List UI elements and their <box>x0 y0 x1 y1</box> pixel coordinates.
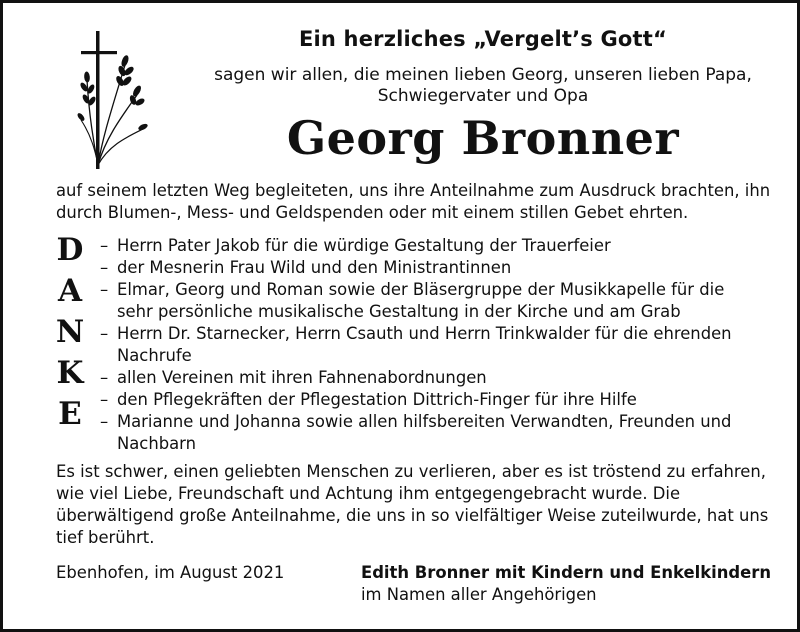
thanks-item-text: Herrn Dr. Starnecker, Herrn Csauth und Herrn Trinkwalder für die ehrenden Nachrufe <box>117 324 732 365</box>
danke-letter-e: E <box>58 396 82 432</box>
thanks-item-text: Herrn Pater Jakob für die würdige Gestaltung der Trauerfeier <box>117 236 611 255</box>
intro-paragraph: auf seinem letzten Weg begleiteten, uns ihre Anteilnahme zum Ausdruck brachten, ihn durch Blumen-, Mess- und Geldspenden oder mit einem stillen Gebet ehrten. <box>56 181 771 222</box>
closing-paragraph: Es ist schwer, einen geliebten Menschen zu verlieren, aber es ist tröstend zu erfahren, wie viel Liebe, Freundschaft und Achtung ihm entgegengebracht wurde. Die überwältigend große Anteilnahme, die uns in so vielfältiger Weise zuteilwurde, hat uns tief berührt. <box>56 462 769 547</box>
danke-letter-n: N <box>55 314 85 350</box>
thanks-item-text: allen Vereinen mit ihren Fahnenabordnungen <box>117 368 487 387</box>
thanks-headline: Ein herzliches „Vergelt’s Gott“ <box>298 27 668 51</box>
dash: – <box>100 236 109 255</box>
signature-name: Edith Bronner mit Kindern und Enkelkindern <box>361 563 771 582</box>
dash: – <box>100 280 109 299</box>
danke-letter-k: K <box>56 355 84 391</box>
thanks-item-text: Elmar, Georg und Roman sowie der Bläsergruppe der Musikkapelle für die sehr persönliche musikalische Gestaltung in der Kirche und am Grab <box>117 280 725 321</box>
dash: – <box>100 368 109 387</box>
dash: – <box>100 412 109 431</box>
header-line-2: Schwiegervater und Opa <box>377 86 589 106</box>
cross-with-wheat-icon <box>75 25 165 173</box>
thanks-item-text: Marianne und Johanna sowie allen hilfsbereiten Verwandten, Freunden und Nachbarn <box>117 412 732 453</box>
header-line-1: sagen wir allen, die meinen lieben Georg, unseren lieben Papa, <box>214 65 752 85</box>
dash: – <box>100 258 109 277</box>
danke-letter-d: D <box>56 232 84 268</box>
deceased-name: Georg Bronner <box>286 111 680 165</box>
thanks-item-text: der Mesnerin Frau Wild und den Ministrantinnen <box>117 258 512 277</box>
danke-letter-a: A <box>57 273 83 309</box>
place-date: Ebenhofen, im August 2021 <box>56 563 285 582</box>
thanks-item-text: den Pflegekräften der Pflegestation Dittrich-Finger für ihre Hilfe <box>117 390 637 409</box>
dash: – <box>100 324 109 343</box>
signature-subtitle: im Namen aller Angehörigen <box>361 585 597 604</box>
dash: – <box>100 390 109 409</box>
